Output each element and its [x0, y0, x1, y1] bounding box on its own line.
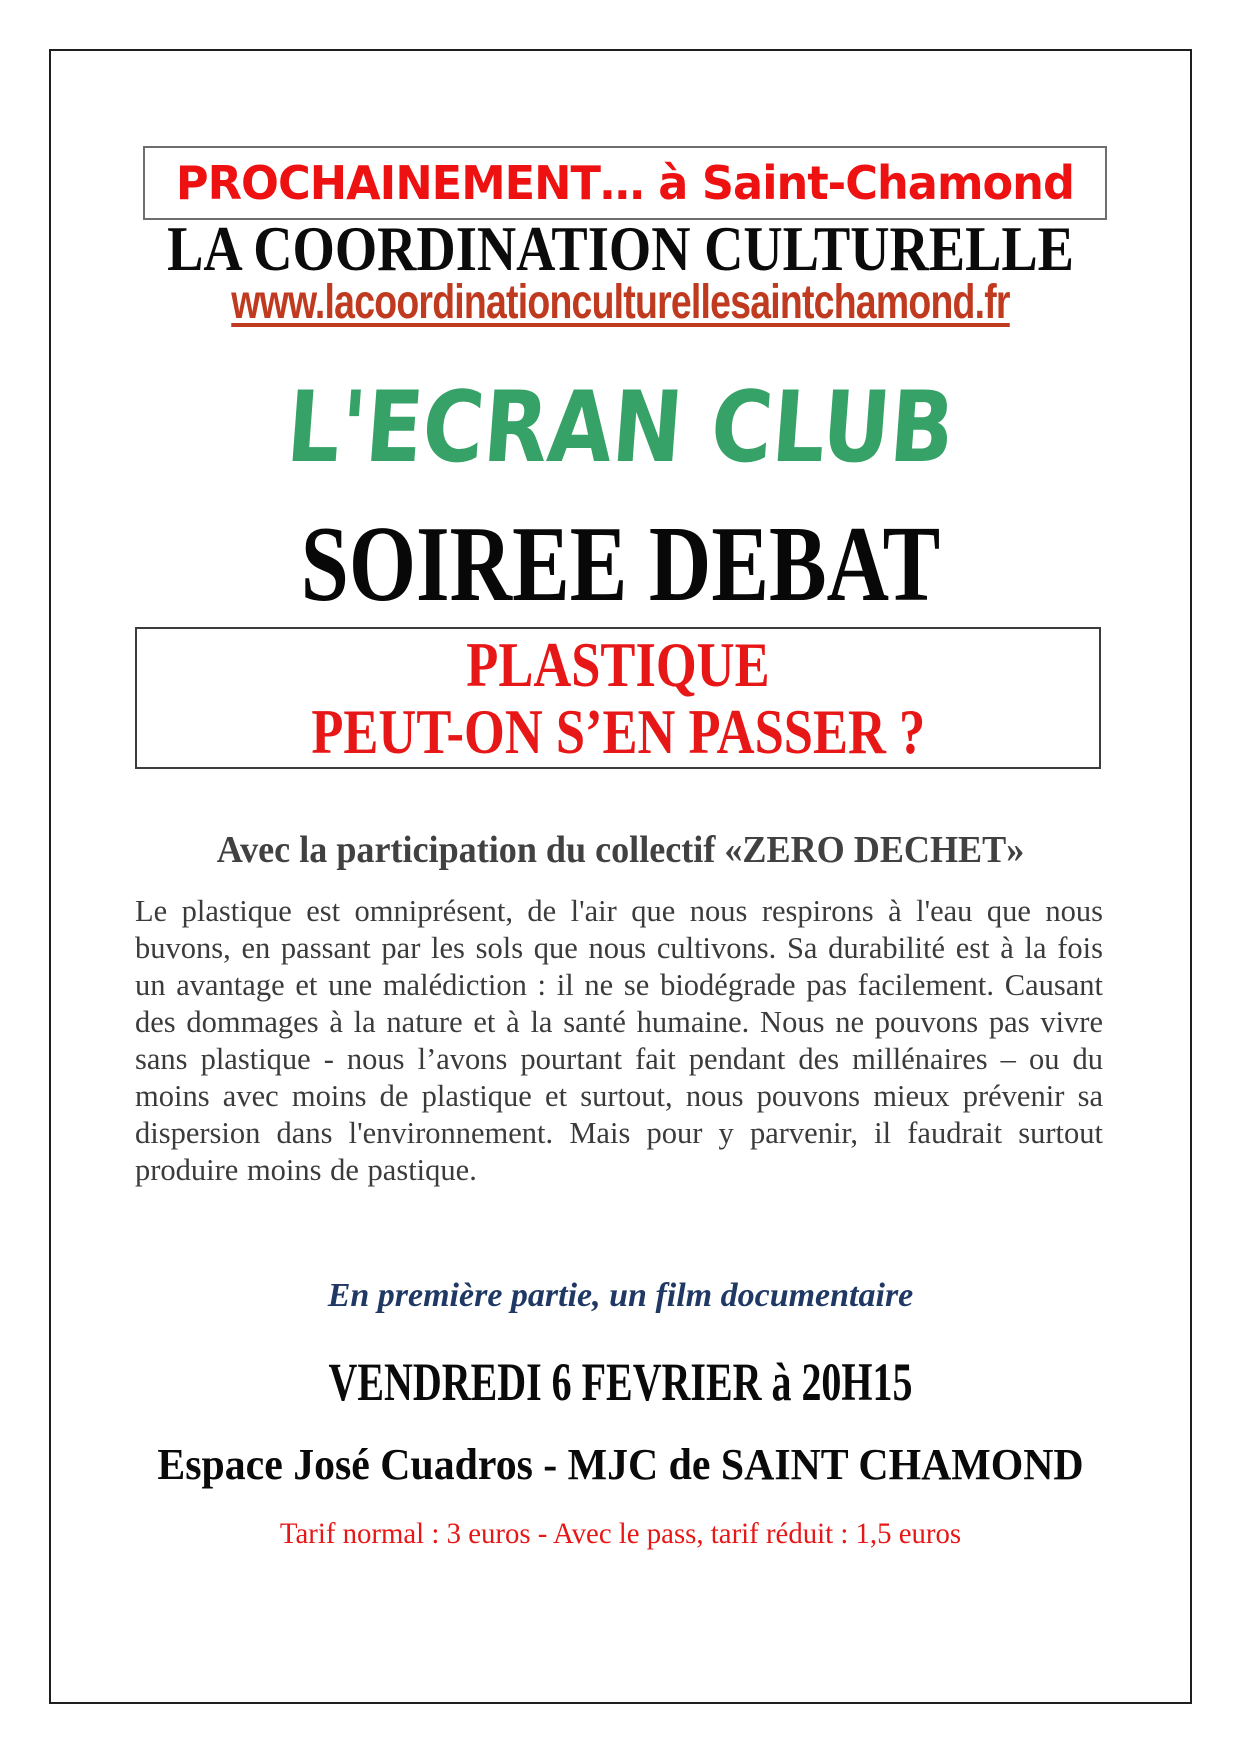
prochainement-banner: [143, 146, 1107, 220]
banner-text: PROCHAINEMENT… à Saint-Chamond: [175, 156, 1075, 210]
website-link[interactable]: www.lacoordinationculturellesaintchamond.fr: [231, 276, 1010, 329]
film-note: En première partie, un film documentaire: [327, 1277, 914, 1314]
club-title: L'ECRAN CLUB: [283, 371, 958, 485]
event-datetime: VENDREDI 6 FEVRIER à 20H15: [328, 1352, 913, 1412]
page-border-frame: [49, 49, 1192, 1704]
event-venue: Espace José Cuadros - MJC de SAINT CHAMOND: [157, 1440, 1084, 1489]
topic-line-2: PEUT-ON S’EN PASSER ?: [311, 696, 925, 767]
event-title: SOIREE DEBAT: [300, 505, 941, 624]
pricing-note: Tarif normal : 3 euros - Avec le pass, tarif réduit : 1,5 euros: [279, 1517, 962, 1550]
organization-title: LA COORDINATION CULTURELLE: [167, 213, 1074, 284]
participation-note: Avec la participation du collectif «ZERO DECHET»: [216, 829, 1025, 871]
topic-box: [135, 627, 1101, 769]
topic-line-1: PLASTIQUE: [466, 628, 770, 700]
description-paragraph: Le plastique est omniprésent, de l'air que nous respirons à l'eau que nous buvons, en passant par les sols que nous cultivons. Sa durabilité est à la fois un avantage et une malédiction : il ne se biodégrade pas facilement. Causant des dommages à la nature et à la santé humaine. Nous ne pouvons pas vivre sans plastique - nous l’avons pourtant fait pendant des millénaires – ou du moins avec moins de plastique et surtout, nous pouvons mieux prévenir sa dispersion dans l'environnement. Mais pour y parvenir, il faudrait surtout produire moins de pastique.: [135, 894, 1103, 1187]
